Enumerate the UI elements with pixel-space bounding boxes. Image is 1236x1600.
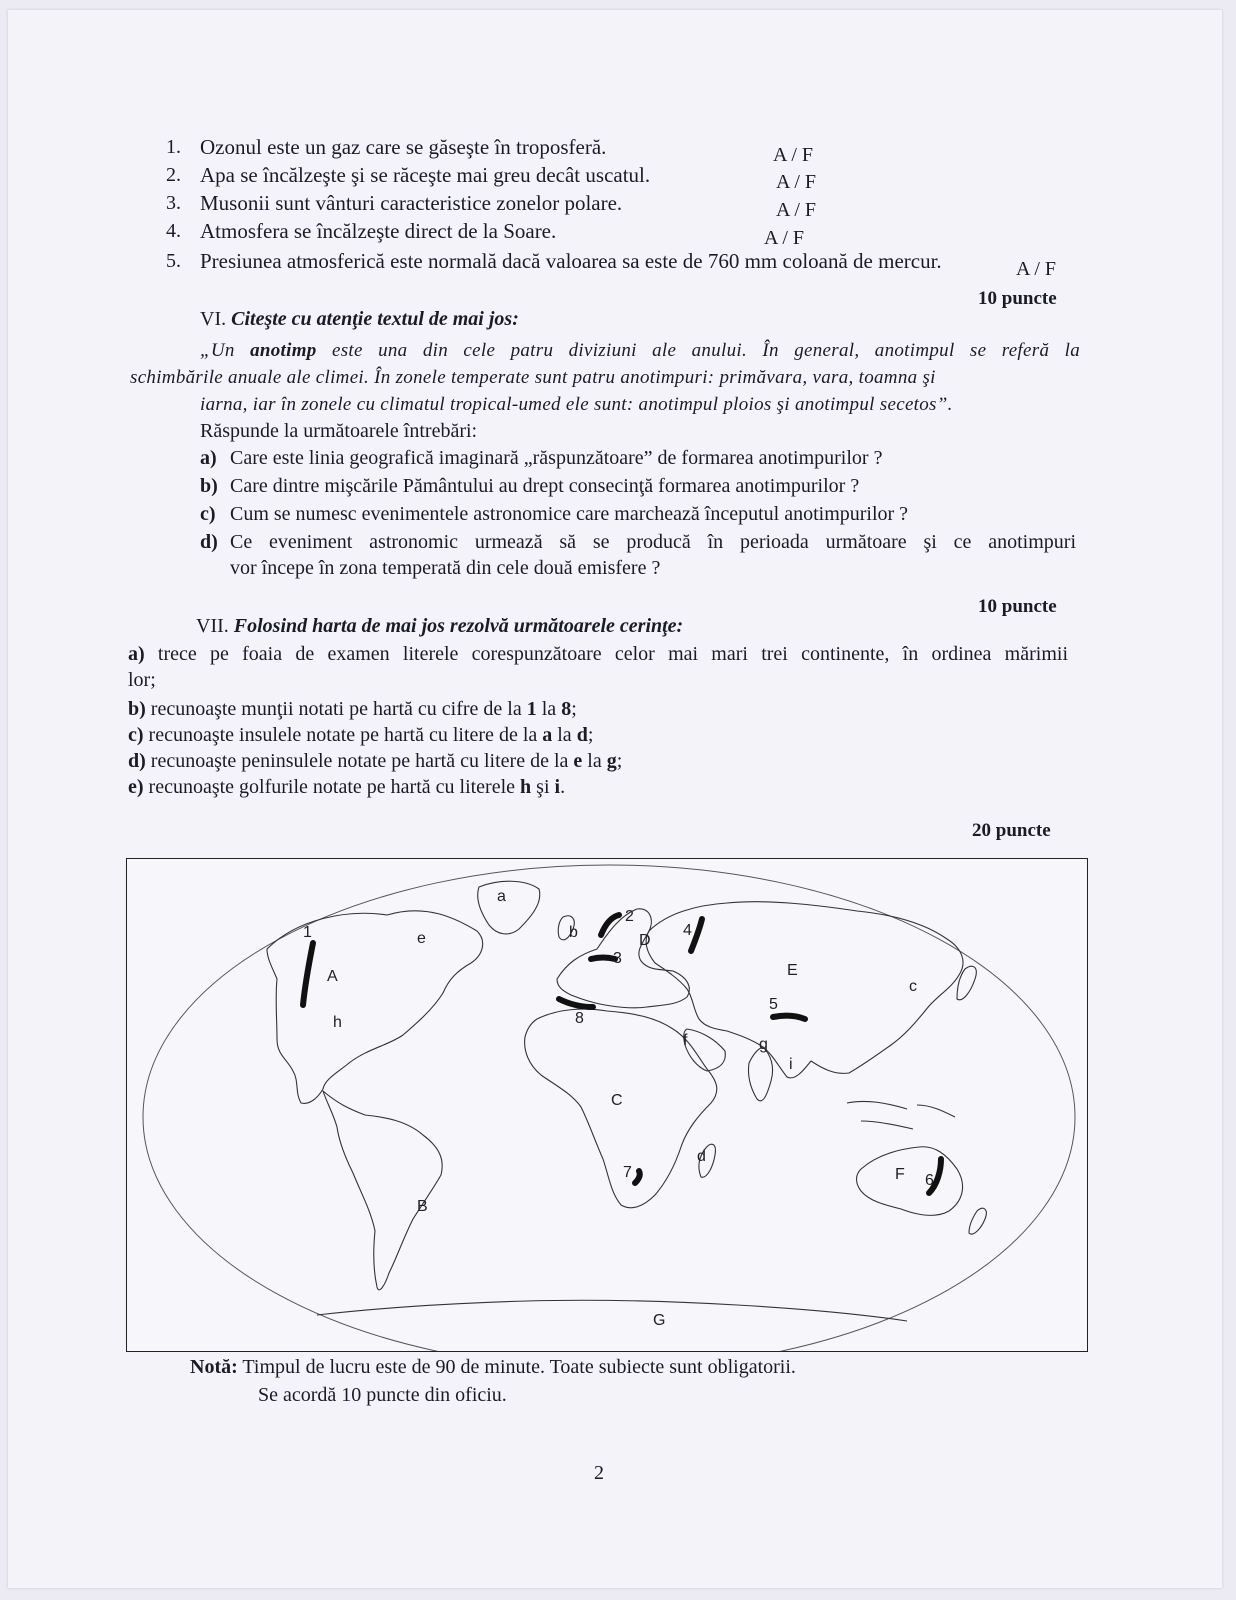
- new-zealand-outline: [969, 1208, 986, 1234]
- quote-line-3: iarna, iar în zonele cu climatul tropical-umed ele sunt: anotimpul ploios şi anotimpul secetos”.: [200, 394, 953, 415]
- instruction: Răspunde la următoarele întrebări:: [200, 420, 478, 442]
- requirement-e: [128, 776, 565, 799]
- req-end: ;: [587, 724, 594, 746]
- section-points: 10 puncte: [978, 288, 1057, 309]
- tf-statement: Presiunea atmosferică este normală dacă valoarea sa este de 760 mm coloană de mercur.: [200, 249, 942, 273]
- north-america-outline: [267, 911, 483, 1104]
- req-to: g: [606, 750, 617, 772]
- mountain-chain-5: [773, 1016, 805, 1019]
- requirement-a: [128, 643, 1068, 666]
- mountain-chains: [303, 915, 941, 1193]
- req-to: i: [554, 776, 561, 798]
- req-text: recunoaşte insulele notate pe hartă cu litere de la: [143, 724, 543, 746]
- note-label: Notă:: [190, 1356, 238, 1378]
- mountain-label: 6: [925, 1172, 934, 1189]
- req-from: e: [573, 750, 583, 772]
- question-label: d): [200, 531, 218, 553]
- req-text: trece pe foaia de examen literele corespunzătoare celor mai mari trei continente, în ordinea mărimii: [144, 643, 1068, 665]
- note-line-2: Se acordă 10 puncte din oficiu.: [258, 1384, 507, 1406]
- world-map-drawing: [127, 859, 1087, 1351]
- mountain-chain-1: [303, 943, 313, 1005]
- tf-answer: A / F: [776, 199, 817, 221]
- req-mid: şi: [531, 776, 555, 798]
- mountain-label: 2: [625, 908, 634, 925]
- req-mid: la: [536, 698, 562, 720]
- mountain-label: 5: [769, 996, 778, 1013]
- mountain-label: 4: [683, 922, 692, 939]
- mountain-chain-8: [559, 999, 593, 1007]
- tf-answer: A / F: [764, 227, 805, 249]
- island-label: a: [497, 888, 506, 905]
- note: [190, 1356, 796, 1379]
- question-text: Care este linia geografică imaginară „răspunzătoare” de formarea anotimpurilor ?: [230, 447, 883, 469]
- page-number: 2: [594, 1462, 604, 1484]
- req-label: d): [128, 750, 146, 772]
- question-text: Ce eveniment astronomic urmează să se producă în perioada următoare şi ce anotimpuri: [230, 531, 1076, 553]
- req-text: recunoaşte peninsulele notate pe hartă cu litere de la: [145, 750, 574, 772]
- indonesia-outline: [847, 1101, 955, 1129]
- req-mid: la: [582, 750, 607, 772]
- mountain-label: 3: [613, 950, 622, 967]
- req-mid: la: [552, 724, 577, 746]
- requirement-b: [128, 698, 577, 721]
- peninsula-label: g: [759, 1036, 768, 1053]
- mountain-label: 8: [575, 1010, 584, 1027]
- coastlines: [267, 881, 986, 1321]
- question-text-continued: vor începe în zona temperată din cele două emisfere ?: [230, 557, 661, 579]
- australia-outline: [857, 1147, 963, 1216]
- island-label: b: [569, 924, 578, 941]
- section-roman: VI.: [200, 308, 227, 330]
- req-label: c): [128, 724, 144, 746]
- peninsula-label: e: [417, 930, 426, 947]
- tf-answer: A / F: [776, 171, 817, 193]
- requirement-d: [128, 750, 622, 773]
- question-label: c): [200, 503, 216, 525]
- quote-keyword: anotimp: [250, 340, 317, 361]
- section-roman: VII.: [196, 615, 229, 637]
- tf-answer: A / F: [1016, 258, 1057, 280]
- req-text: recunoaşte munţii notati pe hartă cu cifre de la: [145, 698, 527, 720]
- continent-label: F: [895, 1166, 905, 1183]
- island-label: c: [909, 978, 917, 995]
- continent-label: E: [787, 962, 798, 979]
- tf-number: 5.: [166, 250, 181, 272]
- requirement-a-continued: lor;: [128, 669, 156, 691]
- tf-number: 3.: [166, 192, 181, 214]
- req-end: .: [560, 776, 566, 798]
- mountain-chain-7: [635, 1171, 640, 1183]
- req-label: b): [128, 698, 146, 720]
- gulf-label: i: [789, 1056, 793, 1073]
- req-to: d: [576, 724, 588, 746]
- mountain-label: 7: [623, 1164, 632, 1181]
- south-america-outline: [323, 1091, 442, 1290]
- continent-label: B: [417, 1198, 428, 1215]
- tf-statement: Apa se încălzeşte şi se răceşte mai greu decât uscatul.: [200, 163, 651, 187]
- tf-statement: Atmosfera se încălzeşte direct de la Soare.: [200, 219, 557, 243]
- india-outline: [748, 1047, 772, 1101]
- world-map: [126, 858, 1088, 1352]
- question-text: Cum se numesc evenimentele astronomice care marchează începutul anotimpurilor ?: [230, 503, 909, 525]
- mountain-chain-2: [601, 915, 619, 935]
- quote-line-1: [200, 340, 1080, 362]
- section-points: 10 puncte: [978, 596, 1057, 617]
- island-label: d: [697, 1148, 706, 1165]
- question-label: b): [200, 475, 218, 497]
- req-to: 8: [561, 698, 572, 720]
- tf-number: 4.: [166, 220, 181, 242]
- continent-label: C: [611, 1092, 623, 1109]
- antarctica-outline: [317, 1300, 907, 1321]
- requirement-c: [128, 724, 593, 747]
- quote-line-2: schimbările anuale ale climei. În zonele temperate sunt patru anotimpuri: primăvara, vara, toamna şi: [130, 367, 936, 388]
- continent-label: D: [639, 932, 651, 949]
- req-end: ;: [571, 698, 577, 720]
- section-title: Folosind harta de mai jos rezolvă următoarele cerinţe:: [233, 615, 684, 637]
- tf-number: 1.: [166, 136, 181, 158]
- japan-outline: [957, 966, 976, 1000]
- req-label: e): [128, 776, 144, 798]
- quote-text: este una din cele patru diviziuni ale anului. În general, anotimpul se referă la: [316, 340, 1080, 361]
- section-heading: [200, 308, 519, 331]
- req-text: recunoaşte golfurile notate pe hartă cu literele: [143, 776, 521, 798]
- question-text: Care dintre mişcările Pământului au drept consecinţă formarea anotimpurilor ?: [230, 475, 860, 497]
- req-end: ;: [616, 750, 623, 772]
- mountain-label: 1: [303, 924, 312, 941]
- section-title: Citeşte cu atenţie textul de mai jos:: [231, 308, 519, 330]
- section-points: 20 puncte: [972, 820, 1051, 841]
- req-from: h: [520, 776, 532, 798]
- req-from: a: [542, 724, 553, 746]
- continent-label: G: [653, 1312, 666, 1329]
- greenland-outline: [478, 881, 540, 934]
- mountain-chain-3: [591, 958, 615, 960]
- mountain-chain-4: [691, 919, 702, 951]
- continent-label: A: [327, 968, 338, 985]
- peninsula-label: f: [683, 1032, 688, 1049]
- tf-answer: A / F: [773, 144, 814, 166]
- tf-statement: Musonii sunt vânturi caracteristice zonelor polare.: [200, 191, 623, 215]
- tf-statement: Ozonul este un gaz care se găseşte în troposferă.: [200, 135, 607, 159]
- gulf-label: h: [333, 1014, 342, 1031]
- question-label: a): [200, 447, 217, 469]
- req-label: a): [128, 643, 145, 665]
- req-from: 1: [526, 698, 537, 720]
- quote-open: „Un: [200, 340, 251, 361]
- tf-number: 2.: [166, 164, 181, 186]
- section-heading: [196, 615, 683, 638]
- note-line-1: Timpul de lucru este de 90 de minute. Toate subiecte sunt obligatorii.: [237, 1356, 796, 1378]
